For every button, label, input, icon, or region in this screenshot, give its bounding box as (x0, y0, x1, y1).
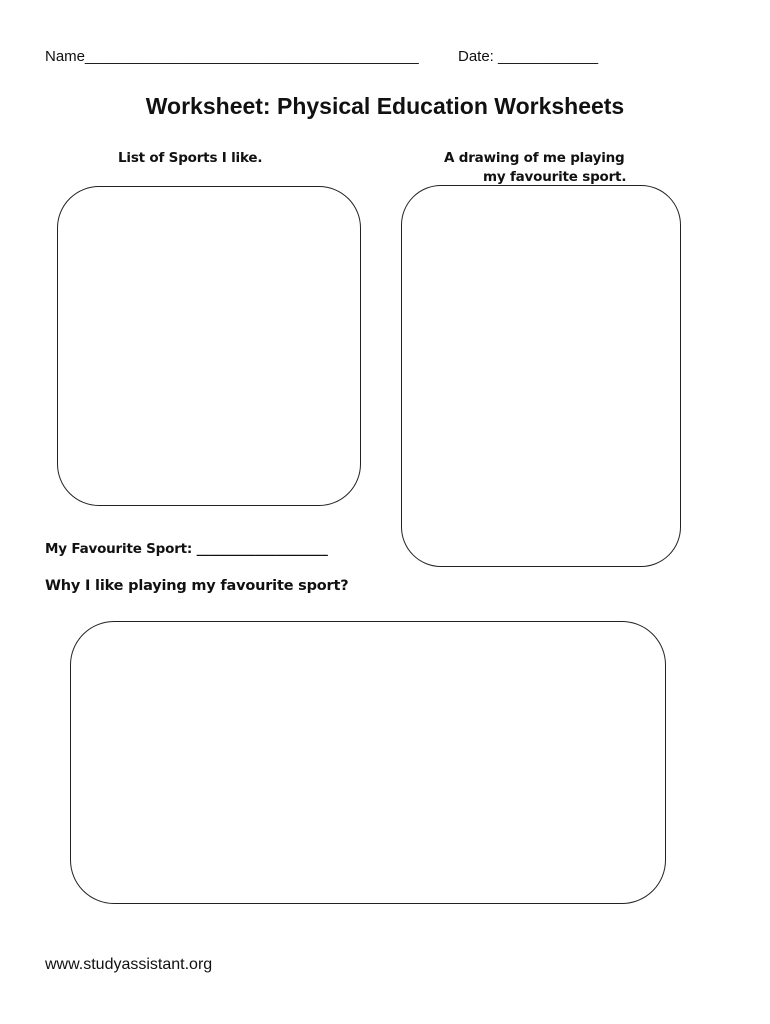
footer-website-url: www.studyassistant.org (45, 956, 213, 973)
name-field-line: Name________________________________________ (45, 48, 419, 65)
reason-answer-box (70, 621, 666, 904)
drawing-label-line1: A drawing of me playing (444, 150, 625, 166)
date-field-line: Date: ____________ (458, 48, 599, 65)
sports-list-box (57, 186, 361, 506)
drawing-box (401, 185, 681, 567)
sports-list-label: List of Sports I like. (118, 150, 263, 166)
favourite-sport-field: My Favourite Sport: ____________________ (45, 541, 328, 557)
why-question-label: Why I like playing my favourite sport? (45, 578, 349, 594)
page-title: Worksheet: Physical Education Worksheets (145, 93, 625, 119)
drawing-label-line2: my favourite sport. (483, 169, 627, 185)
